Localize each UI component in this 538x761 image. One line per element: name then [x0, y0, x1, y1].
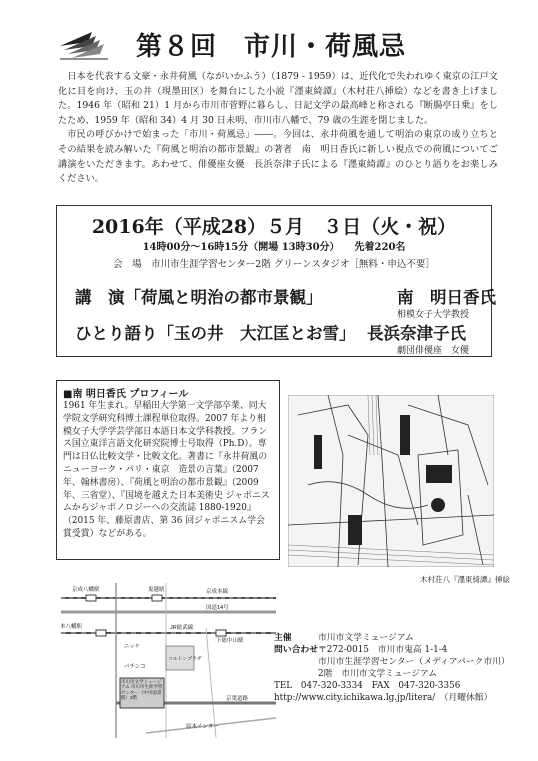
pen-icon	[58, 28, 110, 60]
event-time: 14時00分～16時15分（開場 13時30分） 先着220名	[142, 242, 406, 253]
map-label-keisei-line: 京成本線	[206, 589, 229, 595]
map-label-keiyo: 京葉道路	[226, 696, 249, 702]
event-box	[56, 205, 496, 357]
page-title: 第８回 市川・荷風忌	[136, 32, 407, 62]
intro-paragraph-1: 日本を代表する文豪・永井荷風（ながいかふう）（1879 - 1959）は、近代化で失われゆく東京の江戸文化に目を向け、玉の井（現墨田区）を舞台にした小説『濹東綺譚』（木村荘八挿絵）などを書き上げました。1946 年（昭和 21）1 月から市川市菅野に暮らし、日記文学の最高峰と称される『断腸亭日乗』をしたため、1959 年（昭和 34）4 月 30 日未明、市川市八幡で、79 歳の生涯を閉じました。	[58, 71, 498, 126]
map-label-jr-line: JR総武線	[170, 625, 194, 631]
monologue-title: ひとり語り「玉の井 大江匡とお雪」	[75, 324, 356, 343]
monologue-speaker-affiliation: 劇団俳優座 女優	[397, 346, 470, 356]
inquiry-floor: 2階 市川市文学ミュージアム	[318, 668, 437, 679]
closed-day: （月曜休館）	[444, 692, 493, 703]
map-label-corte: コルトンプラザ	[168, 657, 202, 662]
book-illustration	[288, 395, 494, 567]
website-link[interactable]: http://www.city.ichikawa.lg.jp/litera/	[274, 692, 436, 703]
profile-body: 1961 年生まれ。早稲田大学第一文学部卒業、同大学院文学研究科博士課程単位取得。2007 年より相模女子大学学芸学部日本語日本文学科教授。フランス国立東洋言語文化研究院博士号取得（Ph.D）。専門は日仏比較文学・比較文化。著書に『永井荷風のニューヨーク・パリ・東京 造景の言葉』（2007 年、翰林書房）、『荷風と明治の都市景観』（2009 年、三省堂）、『国境を越えた日本美術史 ジャポニスムからジャポノロジーへの交流誌 1880-1920』（2015 年、藤原書店、第 36 回ジャポニスム学会賞受賞）などがある。	[63, 401, 270, 539]
event-venue: 会 場 市川市生涯学習センター2階 グリーンスタジオ［無料・申込不要］	[113, 259, 435, 270]
tel-fax: TEL 047-320-3334 FAX 047-320-3356	[274, 680, 461, 691]
host-name: 市川市文学ミュージアム	[318, 633, 414, 643]
lecture-speaker: 南 明日香氏	[397, 288, 496, 307]
inquiry-address: 〒272-0015 市川市鬼高 1-1-4	[318, 644, 448, 655]
lecture-title: 講 演「荷風と明治の都市景観」	[75, 288, 323, 307]
map-label-shimousa: 下総中山駅	[216, 638, 244, 644]
inquiry-label: 問い合わせ	[274, 644, 318, 655]
profile-box	[56, 380, 280, 560]
map-label-onikoshi: 鬼越駅	[148, 587, 165, 593]
access-map	[56, 578, 278, 740]
map-label-nikke: ニッケ	[124, 644, 141, 650]
intro-paragraph-2: 市民の呼びかけで始まった「市川・荷風忌」――。今回は、永井荷風を通して明治の東京の成り立ちとその結果を読み解いた『荷風と明治の都市景観』の著者 南 明日香氏に新しい視点での荷風についてご講演をいただきます。あわせて、俳優座女優 長浜奈津子氏による『濹東綺譚』のひとり語りをお楽しみください。	[58, 129, 498, 185]
map-label-route14: 国道14号	[206, 605, 229, 611]
map-label-motoyawata: 本八幡駅	[60, 624, 83, 630]
profile-heading: ■南 明日香氏 プロフィール	[63, 389, 189, 400]
host-label: 主催	[274, 633, 292, 643]
map-label-keiyo-ic: 原木インター	[186, 724, 219, 730]
event-date: 2016年（平成28）５月 ３日（火・祝）	[91, 216, 457, 238]
illustration-caption: 木村荘八『濹東綺譚』挿絵	[420, 575, 510, 584]
map-label-keisei-yawata: 京成八幡駅	[72, 587, 100, 593]
map-label-pachinko: パチンコ	[124, 664, 146, 670]
lecture-speaker-affiliation: 相模女子大学教授	[397, 310, 470, 320]
map-venue-label: 市川市文学ミュージアム 市川市生涯学習センター（中央図書館）2階	[121, 679, 163, 701]
intro-text	[58, 70, 498, 187]
inquiry-building: 市川市生涯学習センター（メディアパーク市川）	[318, 656, 510, 667]
monologue-speaker: 長浜奈津子氏	[367, 324, 466, 343]
contact-info	[274, 633, 510, 704]
